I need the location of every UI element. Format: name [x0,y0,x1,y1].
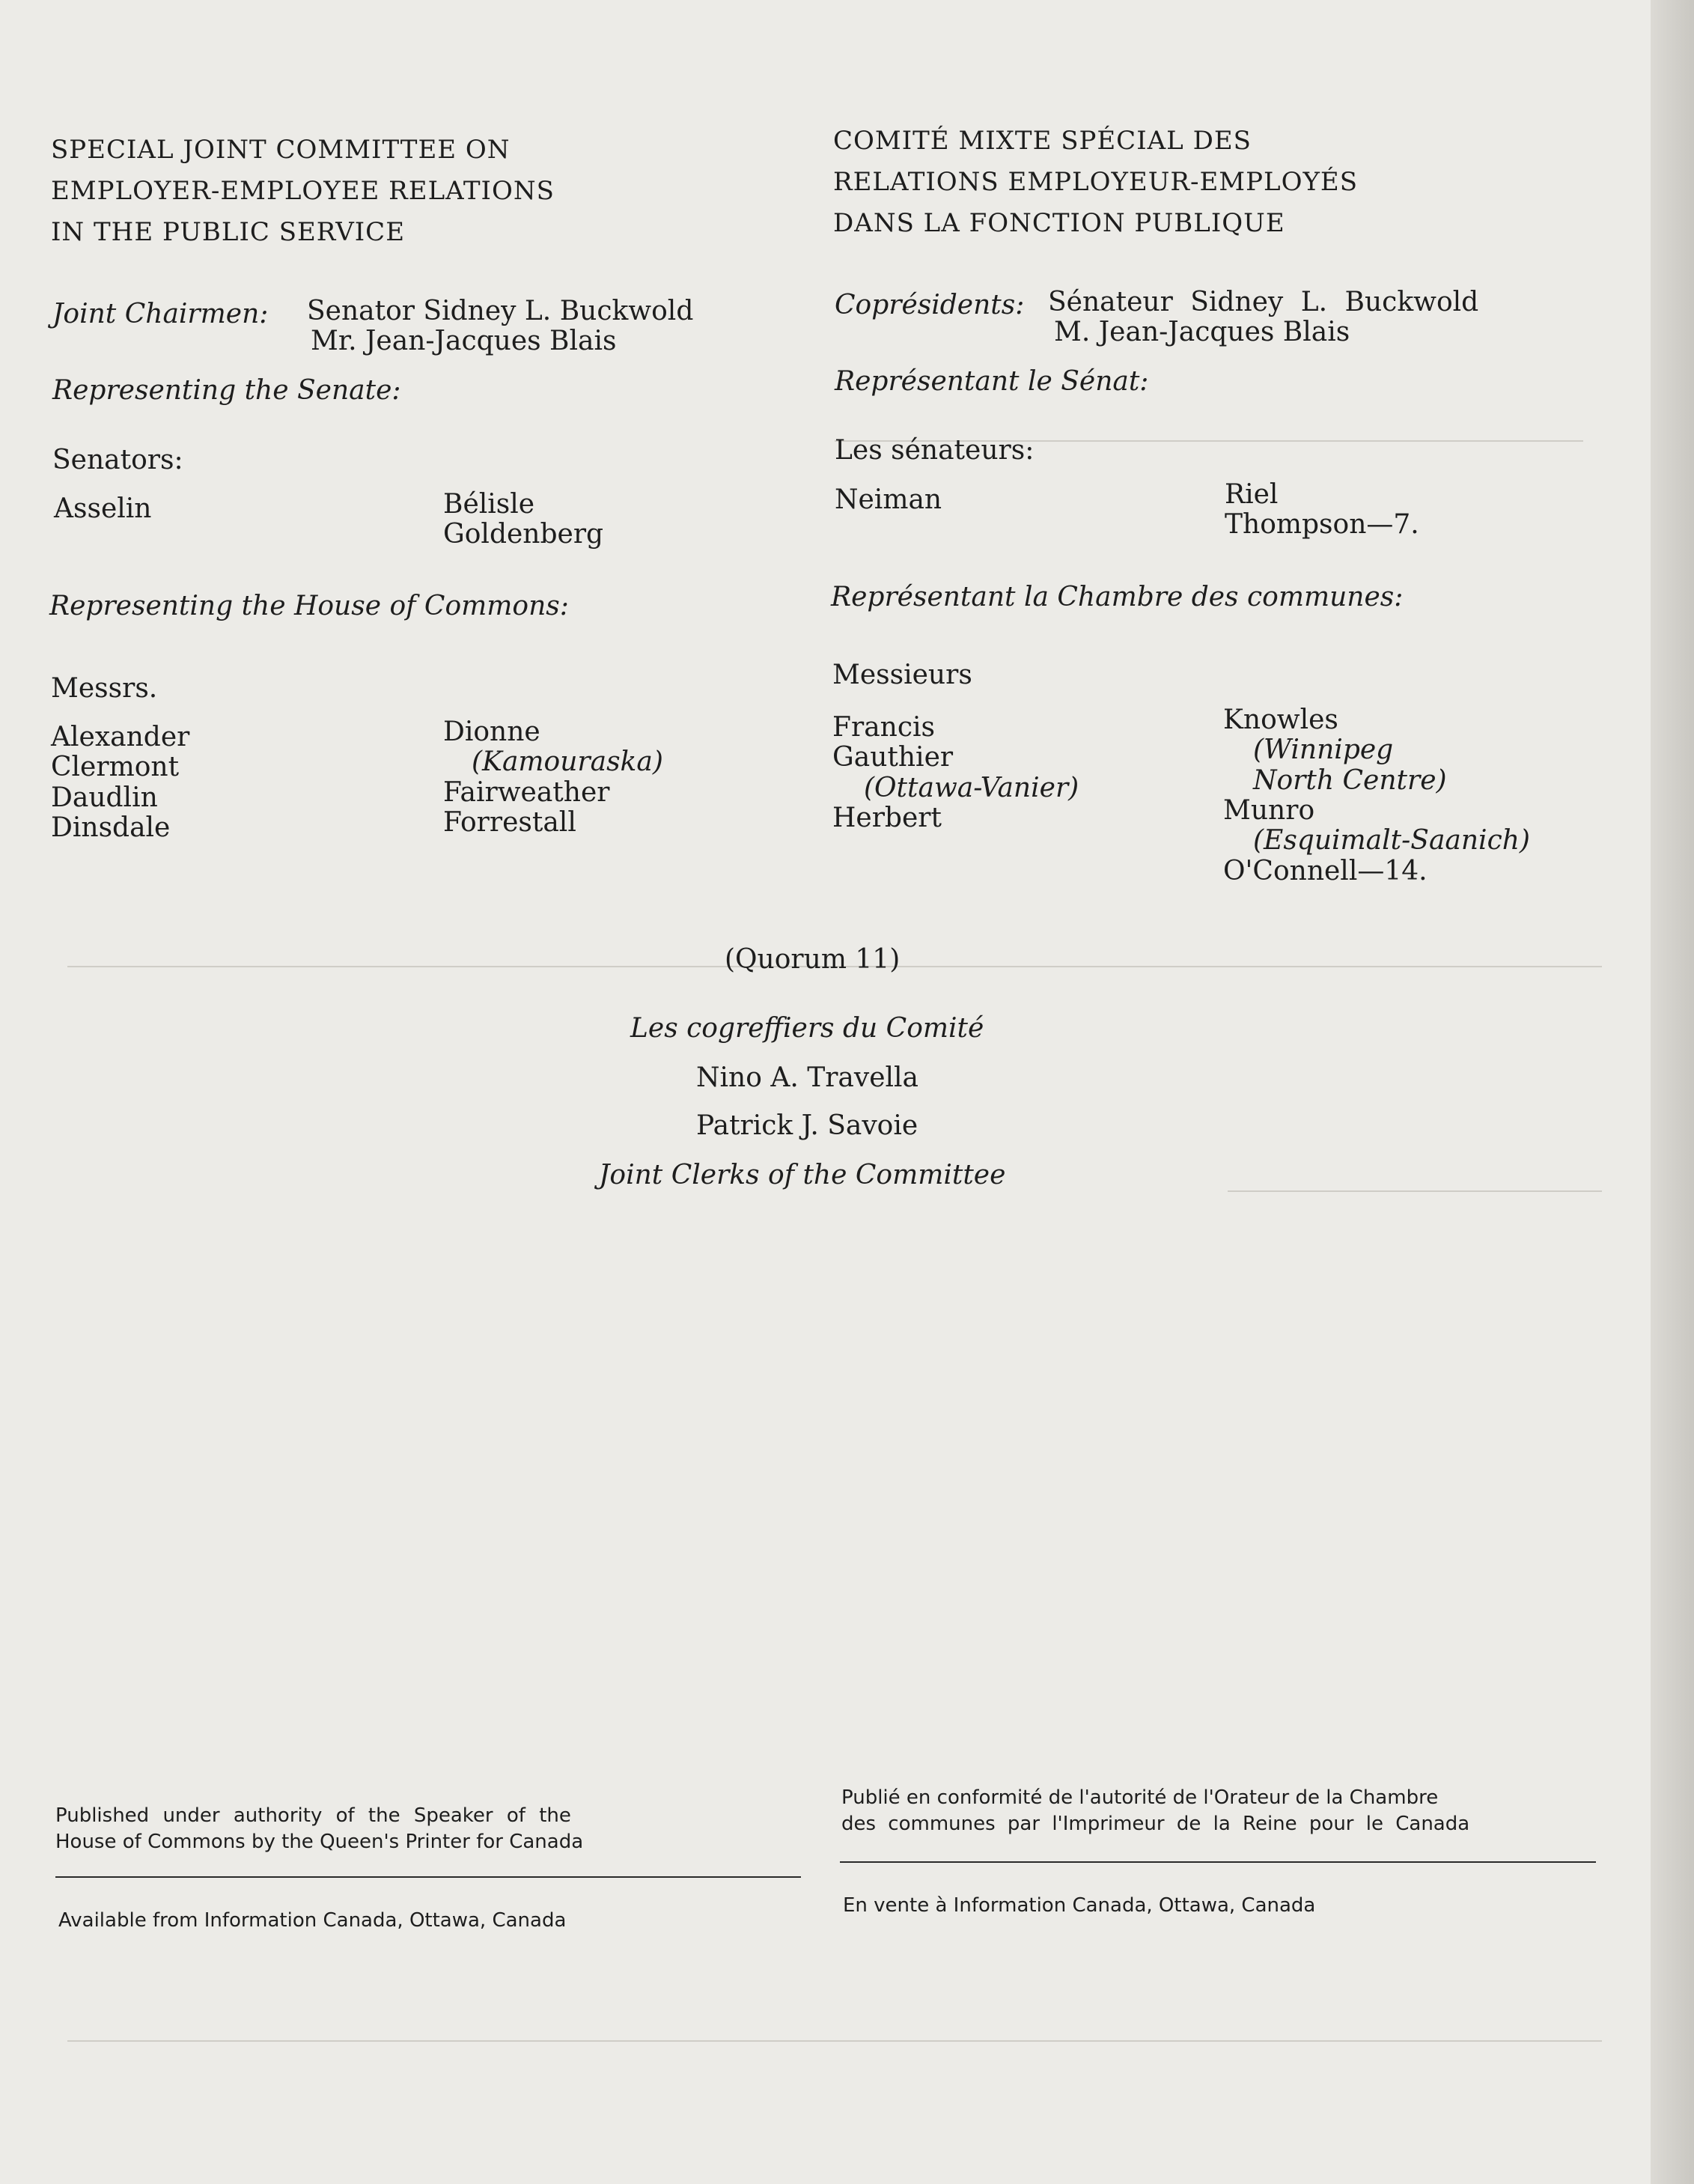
published-french [841,1785,1469,1837]
member-riding: (Esquimalt-Saanich) [1253,825,1530,857]
french-messrs-label: Messieurs [832,660,972,690]
senator-name: Thompson—7. [1225,509,1419,540]
french-senators-label: Les sénateurs: [835,435,1035,466]
english-title [51,135,555,247]
member-name: Dionne [443,717,540,747]
member-riding: (Winnipeg [1253,734,1394,766]
senator-name: Riel [1225,479,1279,510]
french-title-line: COMITÉ MIXTE SPÉCIAL DES [833,126,1252,156]
french-chairmen-label: Coprésidents: [835,290,1025,320]
member-riding: (Ottawa-Vanier) [864,772,1079,803]
english-chairmen-label: Joint Chairmen: [52,299,269,329]
member-riding: (Kamouraska) [472,746,663,778]
member-name: O'Connell—14. [1223,855,1428,886]
member-name: Gauthier [832,742,954,773]
french-chairman-2: M. Jean-Jacques Blais [1054,317,1350,347]
english-chairman-1: Senator Sidney L. Buckwold [307,296,694,326]
french-title-line: DANS LA FONCTION PUBLIQUE [833,207,1285,238]
clerks-french-label: Les cogreffiers du Comité [630,1013,984,1044]
french-representing-senate: Représentant le Sénat: [835,366,1149,397]
available-french: En vente à Information Canada, Ottawa, Canada [843,1894,1316,1917]
english-commons-col1 [51,723,189,843]
french-chairman-1: Sénateur Sidney L. Buckwold [1048,287,1479,317]
english-representing-senate: Representing the Senate: [52,375,401,406]
footer-rule-english [55,1876,801,1878]
published-english-line: Published under authority of the Speaker of the [55,1804,571,1827]
french-commons-col2 [1223,705,1530,886]
english-representing-commons: Representing the House of Commons: [49,591,569,621]
english-senators-label: Senators: [52,445,183,475]
member-name: Clermont [51,752,180,783]
faint-divider [1228,1190,1602,1192]
faint-divider [67,2040,1602,2042]
senator-name: Neiman [835,484,942,515]
member-name: Knowles [1223,705,1338,735]
french-representing-commons: Représentant la Chambre des communes: [831,582,1404,612]
available-english: Available from Information Canada, Ottawa, Canada [58,1909,567,1932]
member-name: Forrestall [443,806,576,838]
published-french-line: Publié en conformité de l'autorité de l'Orateur de la Chambre [841,1786,1439,1809]
french-commons-col1 [832,713,1079,833]
member-name: Alexander [51,722,190,752]
french-title [833,126,1358,238]
senator-name: Bélisle [443,489,535,520]
english-messrs-label: Messrs. [51,673,158,704]
english-title-line: EMPLOYER-EMPLOYEE RELATIONS [51,175,555,206]
member-name: Fairweather [443,776,610,808]
member-name: Daudlin [51,782,158,813]
senator-name: Asselin [54,493,152,524]
clerk-name: Nino A. Travella [696,1062,919,1093]
english-chairman-2: Mr. Jean-Jacques Blais [311,326,617,356]
footer-rule-french [840,1861,1596,1863]
member-name: Munro [1223,794,1315,826]
english-title-line: SPECIAL JOINT COMMITTEE ON [51,135,511,165]
member-name: Dinsdale [51,812,171,843]
published-english-line: House of Commons by the Queen's Printer for Canada [55,1831,584,1854]
clerk-name: Patrick J. Savoie [696,1110,918,1141]
member-riding: North Centre) [1253,764,1447,796]
french-title-line: RELATIONS EMPLOYEUR-EMPLOYÉS [833,166,1359,197]
page-edge-shadow [1651,0,1694,2184]
english-title-line: IN THE PUBLIC SERVICE [51,216,406,247]
member-name: Francis [832,712,935,743]
member-name: Herbert [832,802,942,833]
published-french-line: des communes par l'Imprimeur de la Reine pour le Canada [841,1813,1470,1836]
clerks-english-label: Joint Clerks of the Committee [599,1160,1006,1190]
senator-name: Goldenberg [443,519,604,550]
english-commons-col2 [443,717,663,838]
quorum: (Quorum 11) [725,944,901,975]
published-english [55,1803,583,1855]
